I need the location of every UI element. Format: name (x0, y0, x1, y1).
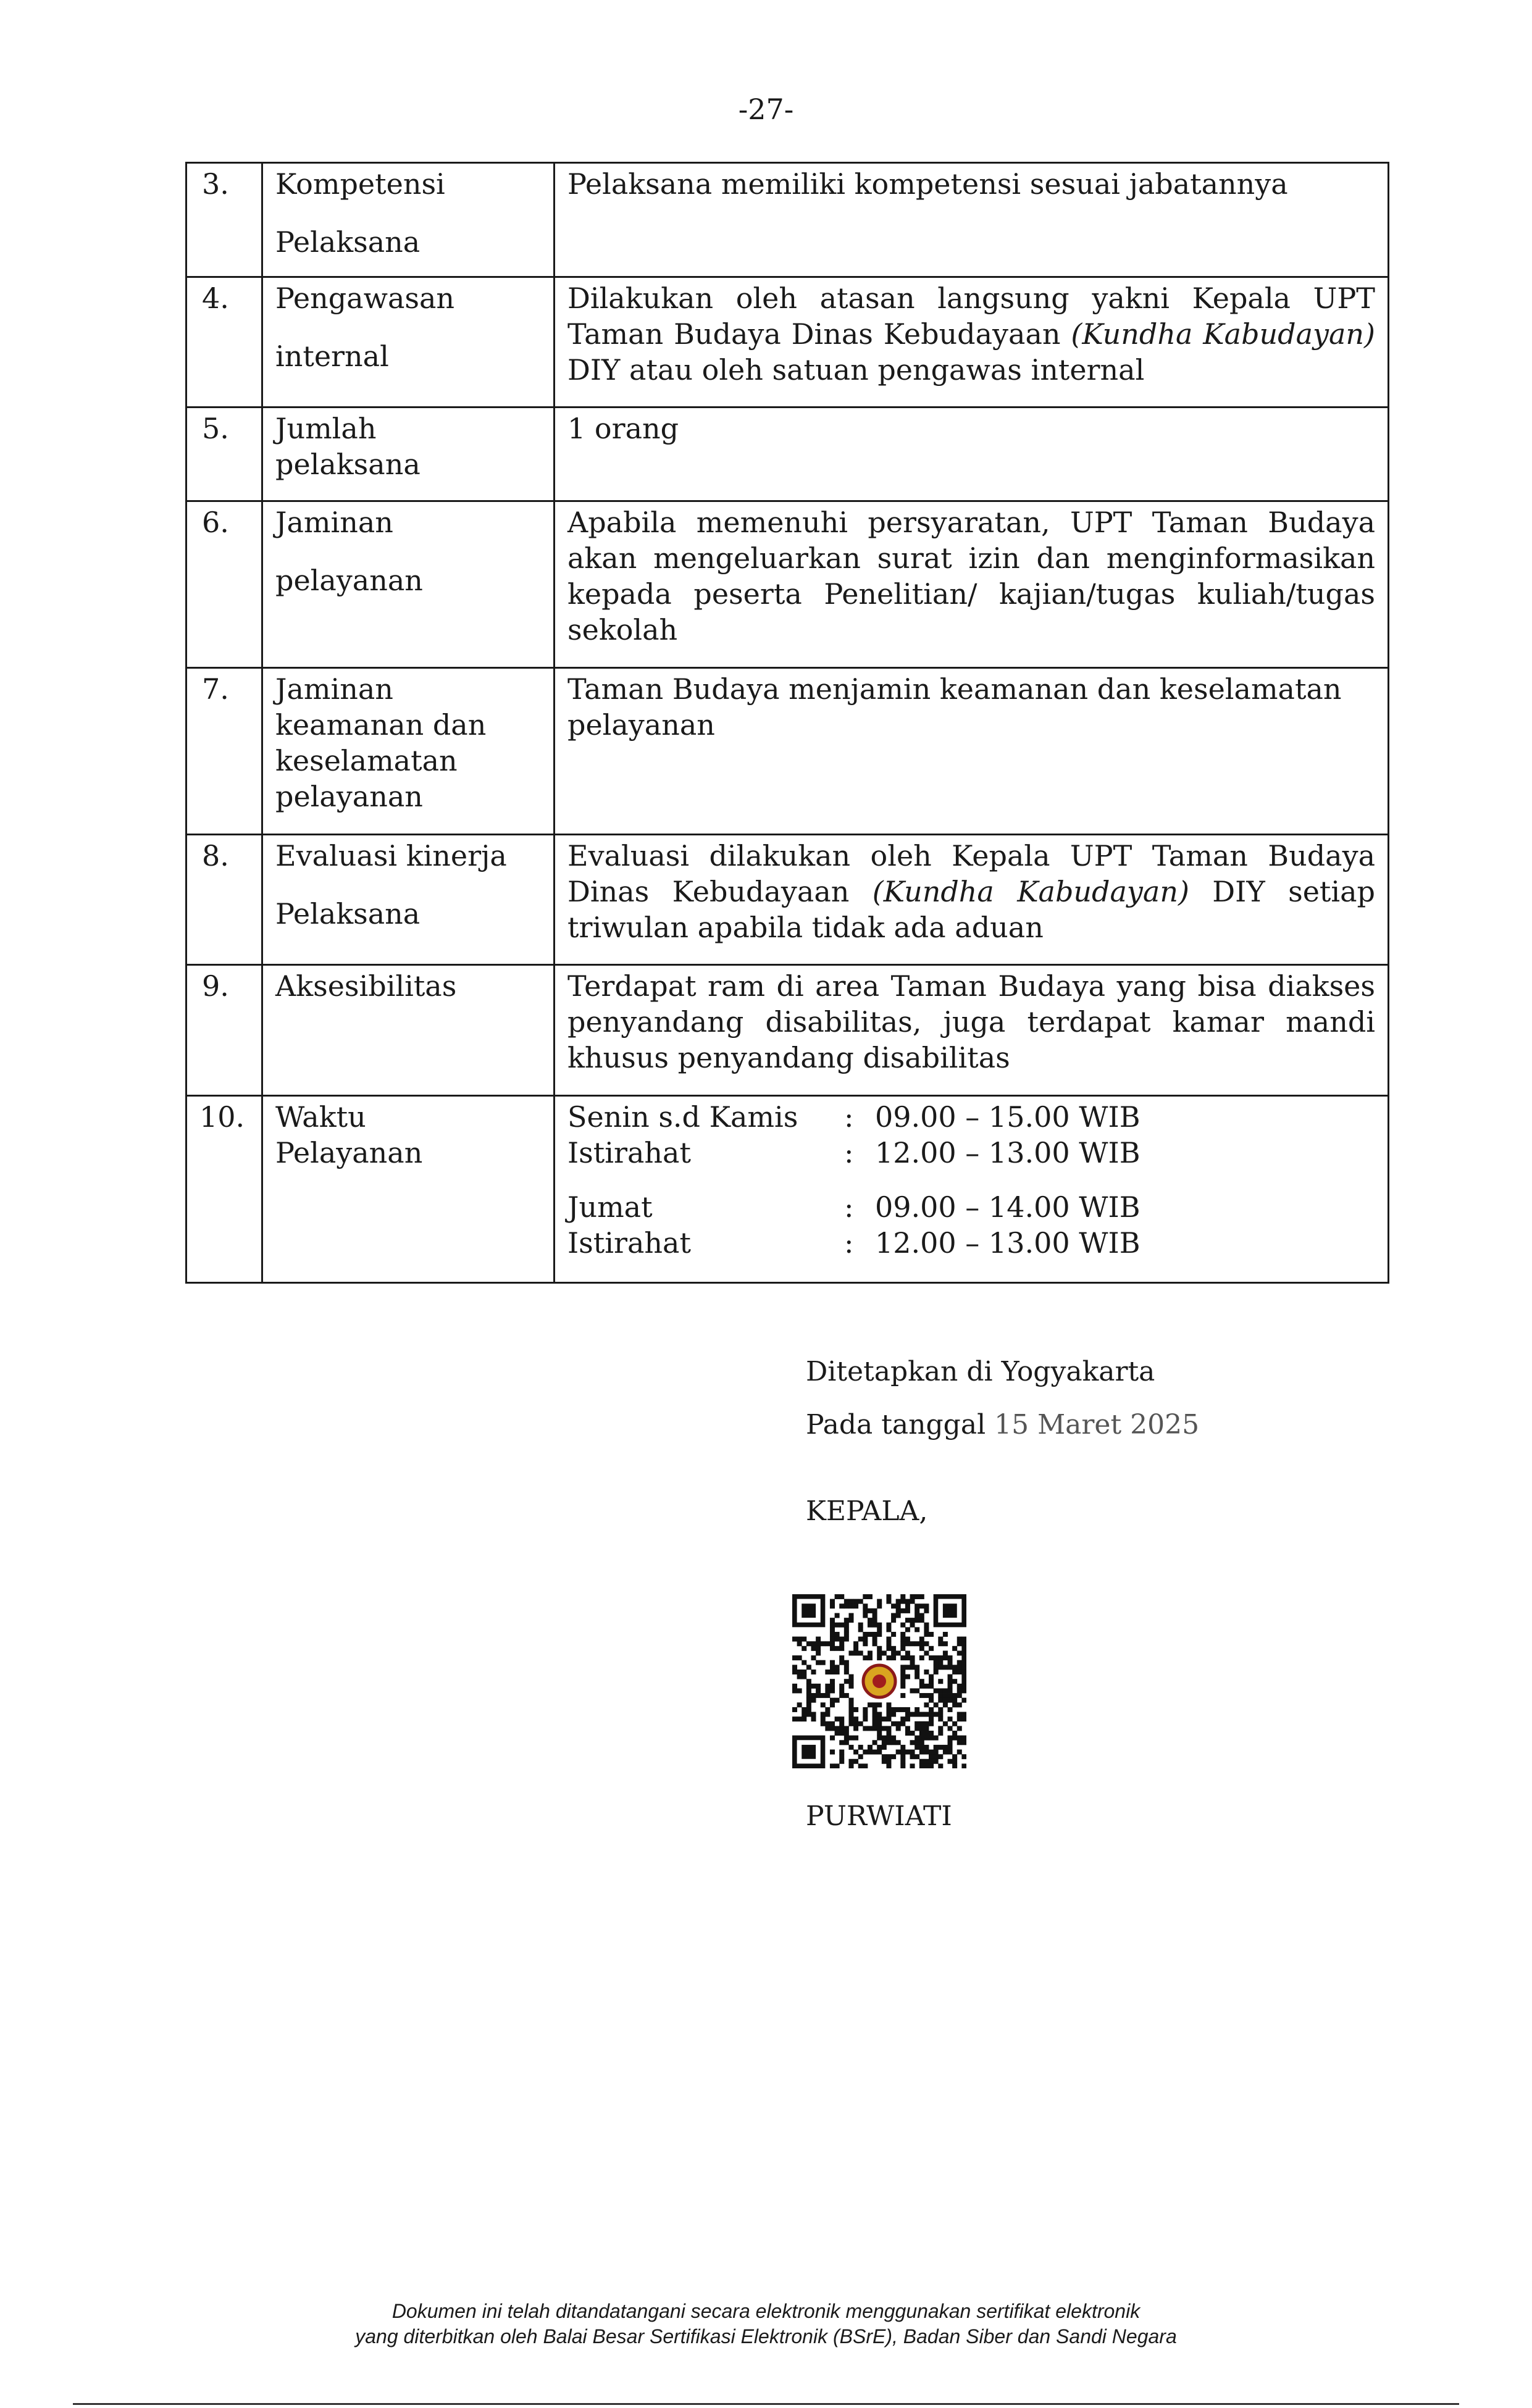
schedule-day: Senin s.d Kamis (567, 1100, 798, 1134)
schedule-time: 12.00 – 13.00 WIB (875, 1226, 1141, 1260)
table-row (186, 408, 1389, 501)
signature-place: Ditetapkan di Yogyakarta (806, 1356, 1155, 1387)
signatory-name: PURWIATI (806, 1800, 952, 1832)
footer-line-1: Dokumen ini telah ditandatangani secara elektronik menggunakan sertifikat elektronik (391, 2300, 1141, 2322)
footer-line-2: yang diterbitkan oleh Balai Besar Sertifikasi Elektronik (BSrE), Badan Siber dan Sandi Negara (355, 2325, 1177, 2347)
schedule-day: Istirahat (567, 1136, 691, 1169)
label-line: Jaminan (275, 672, 393, 706)
schedule-time: 09.00 – 15.00 WIB (875, 1100, 1141, 1134)
signature-title: KEPALA, (806, 1495, 928, 1527)
signature-date-prefix: Pada tanggal (806, 1409, 995, 1440)
description-text: DIY atau oleh satuan pengawas internal (567, 353, 1145, 387)
schedule-day: Istirahat (567, 1226, 691, 1260)
label-line: Kompetensi (275, 167, 445, 201)
signature-date-line (806, 1409, 1199, 1440)
description-italic: (Kundha Kabudayan) (1071, 317, 1376, 351)
row-description: 1 orang (555, 408, 1389, 501)
schedule-separator: : (844, 1226, 854, 1260)
page-number: -27- (738, 93, 794, 126)
row-label (262, 408, 555, 501)
schedule-row (567, 1225, 1375, 1261)
description-text: Dilakukan oleh atasan langsung yakni Kepala UPT Taman Budaya Dinas Kebudayaan (567, 282, 1375, 351)
label-line: pelayanan (275, 780, 423, 813)
label-line: keamanan dan (275, 708, 487, 742)
label-line: Aksesibilitas (275, 969, 457, 1003)
row-description: Apabila memenuhi persyaratan, UPT Taman Budaya akan mengeluarkan surat izin dan menginformasikan kepada peserta Penelitian/ kajian/tugas kuliah/tugas sekolah (555, 501, 1389, 668)
label-line: internal (275, 340, 389, 373)
label-line: Pengawasan (275, 282, 455, 315)
label-line: Waktu (275, 1100, 366, 1134)
schedule-row (567, 1189, 1375, 1225)
row-label (262, 1096, 555, 1283)
schedule-time: 12.00 – 13.00 WIB (875, 1136, 1141, 1169)
service-hours (555, 1096, 1389, 1283)
label-line: keselamatan (275, 744, 458, 777)
table-row (186, 501, 1389, 668)
description-text: DIY setiap triwulan apabila tidak ada aduan (567, 875, 1375, 944)
label-line: Evaluasi kinerja (275, 839, 507, 872)
signature-date: 15 Maret 2025 (994, 1409, 1200, 1440)
label-line: pelayanan (275, 564, 423, 597)
row-description: Pelaksana memiliki kompetensi sesuai jabatannya (555, 163, 1389, 277)
table-row (186, 277, 1389, 408)
footer-divider (73, 2403, 1459, 2405)
row-number: 5. (186, 408, 262, 501)
label-line: Pelaksana (275, 225, 421, 259)
row-number: 7. (186, 668, 262, 835)
row-number: 3. (186, 163, 262, 277)
table-row (186, 835, 1389, 965)
label-line: pelaksana (275, 448, 421, 481)
table-row (186, 1096, 1389, 1283)
schedule-time: 09.00 – 14.00 WIB (875, 1190, 1141, 1224)
row-label (262, 163, 555, 277)
schedule-separator: : (844, 1100, 854, 1134)
row-number: 9. (186, 965, 262, 1096)
table-row (186, 965, 1389, 1096)
description-italic: (Kundha Kabudayan) (872, 875, 1189, 908)
row-description (555, 277, 1389, 408)
description-text: Evaluasi dilakukan oleh Kepala UPT Taman Budaya Dinas Kebudayaan (567, 839, 1375, 908)
row-description (555, 835, 1389, 965)
row-description: Taman Budaya menjamin keamanan dan keselamatan pelayanan (555, 668, 1389, 835)
label-line: Pelaksana (275, 897, 421, 930)
row-label (262, 501, 555, 668)
schedule-day: Jumat (567, 1190, 653, 1224)
label-line: Pelayanan (275, 1136, 423, 1169)
service-standard-table (185, 162, 1389, 1284)
schedule-row (567, 1099, 1375, 1135)
table-row (186, 163, 1389, 277)
row-number: 4. (186, 277, 262, 408)
row-label (262, 668, 555, 835)
schedule-separator: : (844, 1190, 854, 1224)
row-label (262, 277, 555, 408)
row-number: 10. (186, 1096, 262, 1283)
row-label (262, 835, 555, 965)
qr-code-icon (792, 1594, 966, 1768)
label-line: Jumlah (275, 412, 377, 445)
row-label (262, 965, 555, 1096)
row-number: 8. (186, 835, 262, 965)
row-number: 6. (186, 501, 262, 668)
schedule-row (567, 1135, 1375, 1171)
row-description: Terdapat ram di area Taman Budaya yang bisa diakses penyandang disabilitas, juga terdapat kamar mandi khusus penyandang disabilitas (555, 965, 1389, 1096)
schedule-separator: : (844, 1136, 854, 1169)
table-row (186, 668, 1389, 835)
label-line: Jaminan (275, 506, 393, 539)
